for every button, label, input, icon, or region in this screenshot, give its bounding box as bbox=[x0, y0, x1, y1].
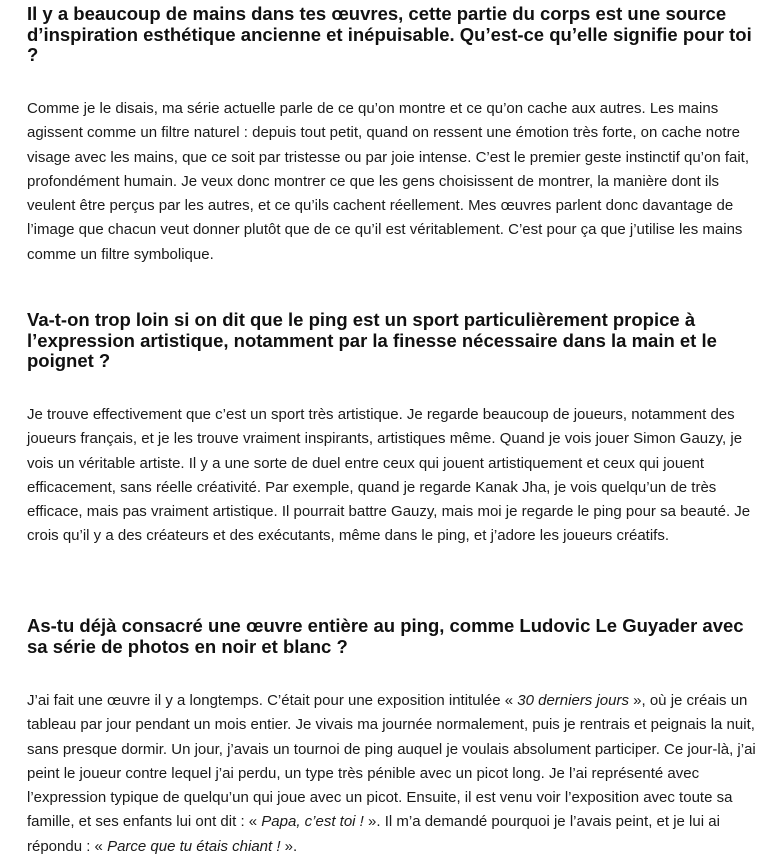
answer-text: », où je créais un tableau par jour pendant un mois entier. Je vivais ma journée normalement, puis je rentrais et peignais la nuit, sans presque dormir. Un jour, j’avais un tournoi de ping auquel je voulais absolument participer. Ce jour-là, j’ai peint le joueur contre lequel j’ai perdu, un type très pénible avec un picot long. Je l’ai représenté avec l’expression typique de quelqu’un qui joue avec un picot. Ensuite, il est venu voir l’exposition avec toute sa famille, et ses enfants lui ont dit : « bbox=[27, 692, 756, 831]
answer-text: ». bbox=[280, 837, 298, 855]
kids-quote: Papa, c’est toi ! bbox=[261, 813, 364, 831]
answer-text: J’ai fait une œuvre il y a longtemps. C’était pour une exposition intitulée « bbox=[27, 692, 518, 709]
interview-answer-ping-artwork bbox=[27, 689, 763, 859]
interview-question-hands: Il y a beaucoup de mains dans tes œuvres, cette partie du corps est une source d’inspiration esthétique ancienne et inépuisable. Qu’est-ce qu’elle signifie pour toi ? bbox=[27, 3, 752, 65]
answer-text: ». Il m’a demandé pourquoi je l’avais peint, et je lui ai répondu : « bbox=[27, 813, 720, 855]
interview-question-ping-artwork: As-tu déjà consacré une œuvre entière au ping, comme Ludovic Le Guyader avec sa série de photos en noir et blanc ? bbox=[27, 615, 744, 657]
exhibition-title: 30 derniers jours bbox=[517, 692, 629, 709]
interview-answer-hands: Comme je le disais, ma série actuelle parle de ce qu’on montre et ce qu’on cache aux autres. Les mains agissent comme un filtre naturel : depuis tout petit, quand on ressent une émotion très forte, on cache notre visage avec les mains, que ce soit par tristesse ou par joie intense. C’est le premier geste instinctif qu’on fait, profondément humain. Je veux donc montrer ce que les gens choisissent de montrer, la manière dont ils veulent être perçus par les autres, et ce qu’ils cachent réellement. Mes œuvres parlent donc davantage de l’image que chacun veut donner plutôt que de ce qu’il est véritablement. C’est pour ça que j’utilise les mains comme un filtre symbolique. bbox=[27, 100, 750, 263]
interview-question-ping-art: Va-t-on trop loin si on dit que le ping est un sport particulièrement propice à l’expression artistique, notamment par la finesse nécessaire dans la main et le poignet ? bbox=[27, 309, 717, 371]
reply-quote: Parce que tu étais chiant ! bbox=[107, 837, 281, 855]
interview-answer-ping-art: Je trouve effectivement que c’est un sport très artistique. Je regarde beaucoup de joueurs, notamment des joueurs français, et je les trouve vraiment inspirants, artistiques même. Quand je vois jouer Simon Gauzy, je vois un véritable artiste. Il y a une sorte de duel entre ceux qui jouent artistiquement et ceux qui jouent efficacement, sans réelle créativité. Par exemple, quand je regarde Kanak Jha, je vois quelqu’un de très efficace, mais pas vraiment artistique. Il pourrait battre Gauzy, mais moi je regarde le ping pour sa beauté. Je crois qu’il y a des créateurs et des exécutants, même dans le ping, et j’adore les joueurs créatifs. bbox=[27, 406, 751, 545]
